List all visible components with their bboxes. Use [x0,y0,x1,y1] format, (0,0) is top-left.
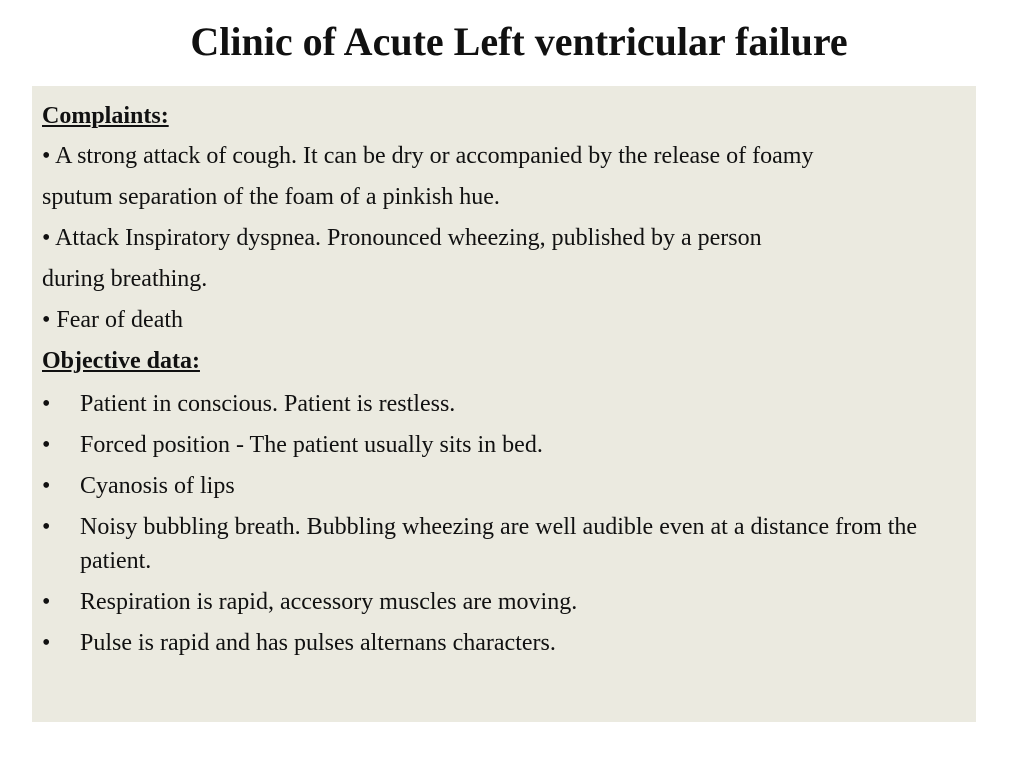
content-panel [32,86,976,722]
objective-text: Pulse is rapid and has pulses alternans characters. [80,630,556,656]
list-item [42,585,966,619]
bullet-icon: • [42,473,51,499]
complaint-text-line2: during breathing. [42,266,208,292]
objective-text: Cyanosis of lips [80,473,235,499]
objective-list [42,387,966,660]
complaint-text-line1: A strong attack of cough. It can be dry or accompanied by the release of foamy [50,143,814,169]
bullet-icon: • [42,432,51,458]
complaint-item [42,218,966,300]
objective-text: Forced position - The patient usually sits in bed. [80,432,543,458]
bullet-icon: • [42,143,51,169]
list-item [42,469,966,503]
objective-text: Respiration is rapid, accessory muscles are moving. [80,589,578,615]
content-body [42,96,966,667]
complaint-item [42,136,966,218]
bullet-icon: • [42,589,51,615]
slide-title: Clinic of Acute Left ventricular failure [190,19,848,64]
bullet-icon: • [42,630,51,656]
complaint-text-line1: Fear of death [56,307,184,333]
bullet-icon: • [42,307,51,333]
bullet-icon: • [42,225,51,251]
bullet-icon: • [42,391,51,417]
bullet-icon: • [42,514,51,540]
objective-heading: Objective data: [42,348,200,374]
objective-text: Patient in conscious. Patient is restless. [80,391,456,417]
list-item [42,510,966,578]
complaint-text-line1: Attack Inspiratory dyspnea. Pronounced wheezing, published by a person [55,225,762,251]
complaint-text-line2: sputum separation of the foam of a pinkish hue. [42,184,500,210]
complaints-heading: Complaints: [42,103,169,129]
list-item [42,387,966,421]
complaint-item [42,300,966,341]
list-item [42,428,966,462]
list-item [42,626,966,660]
objective-text: Noisy bubbling breath. Bubbling wheezing are well audible even at a distance from the patient. [80,514,918,574]
